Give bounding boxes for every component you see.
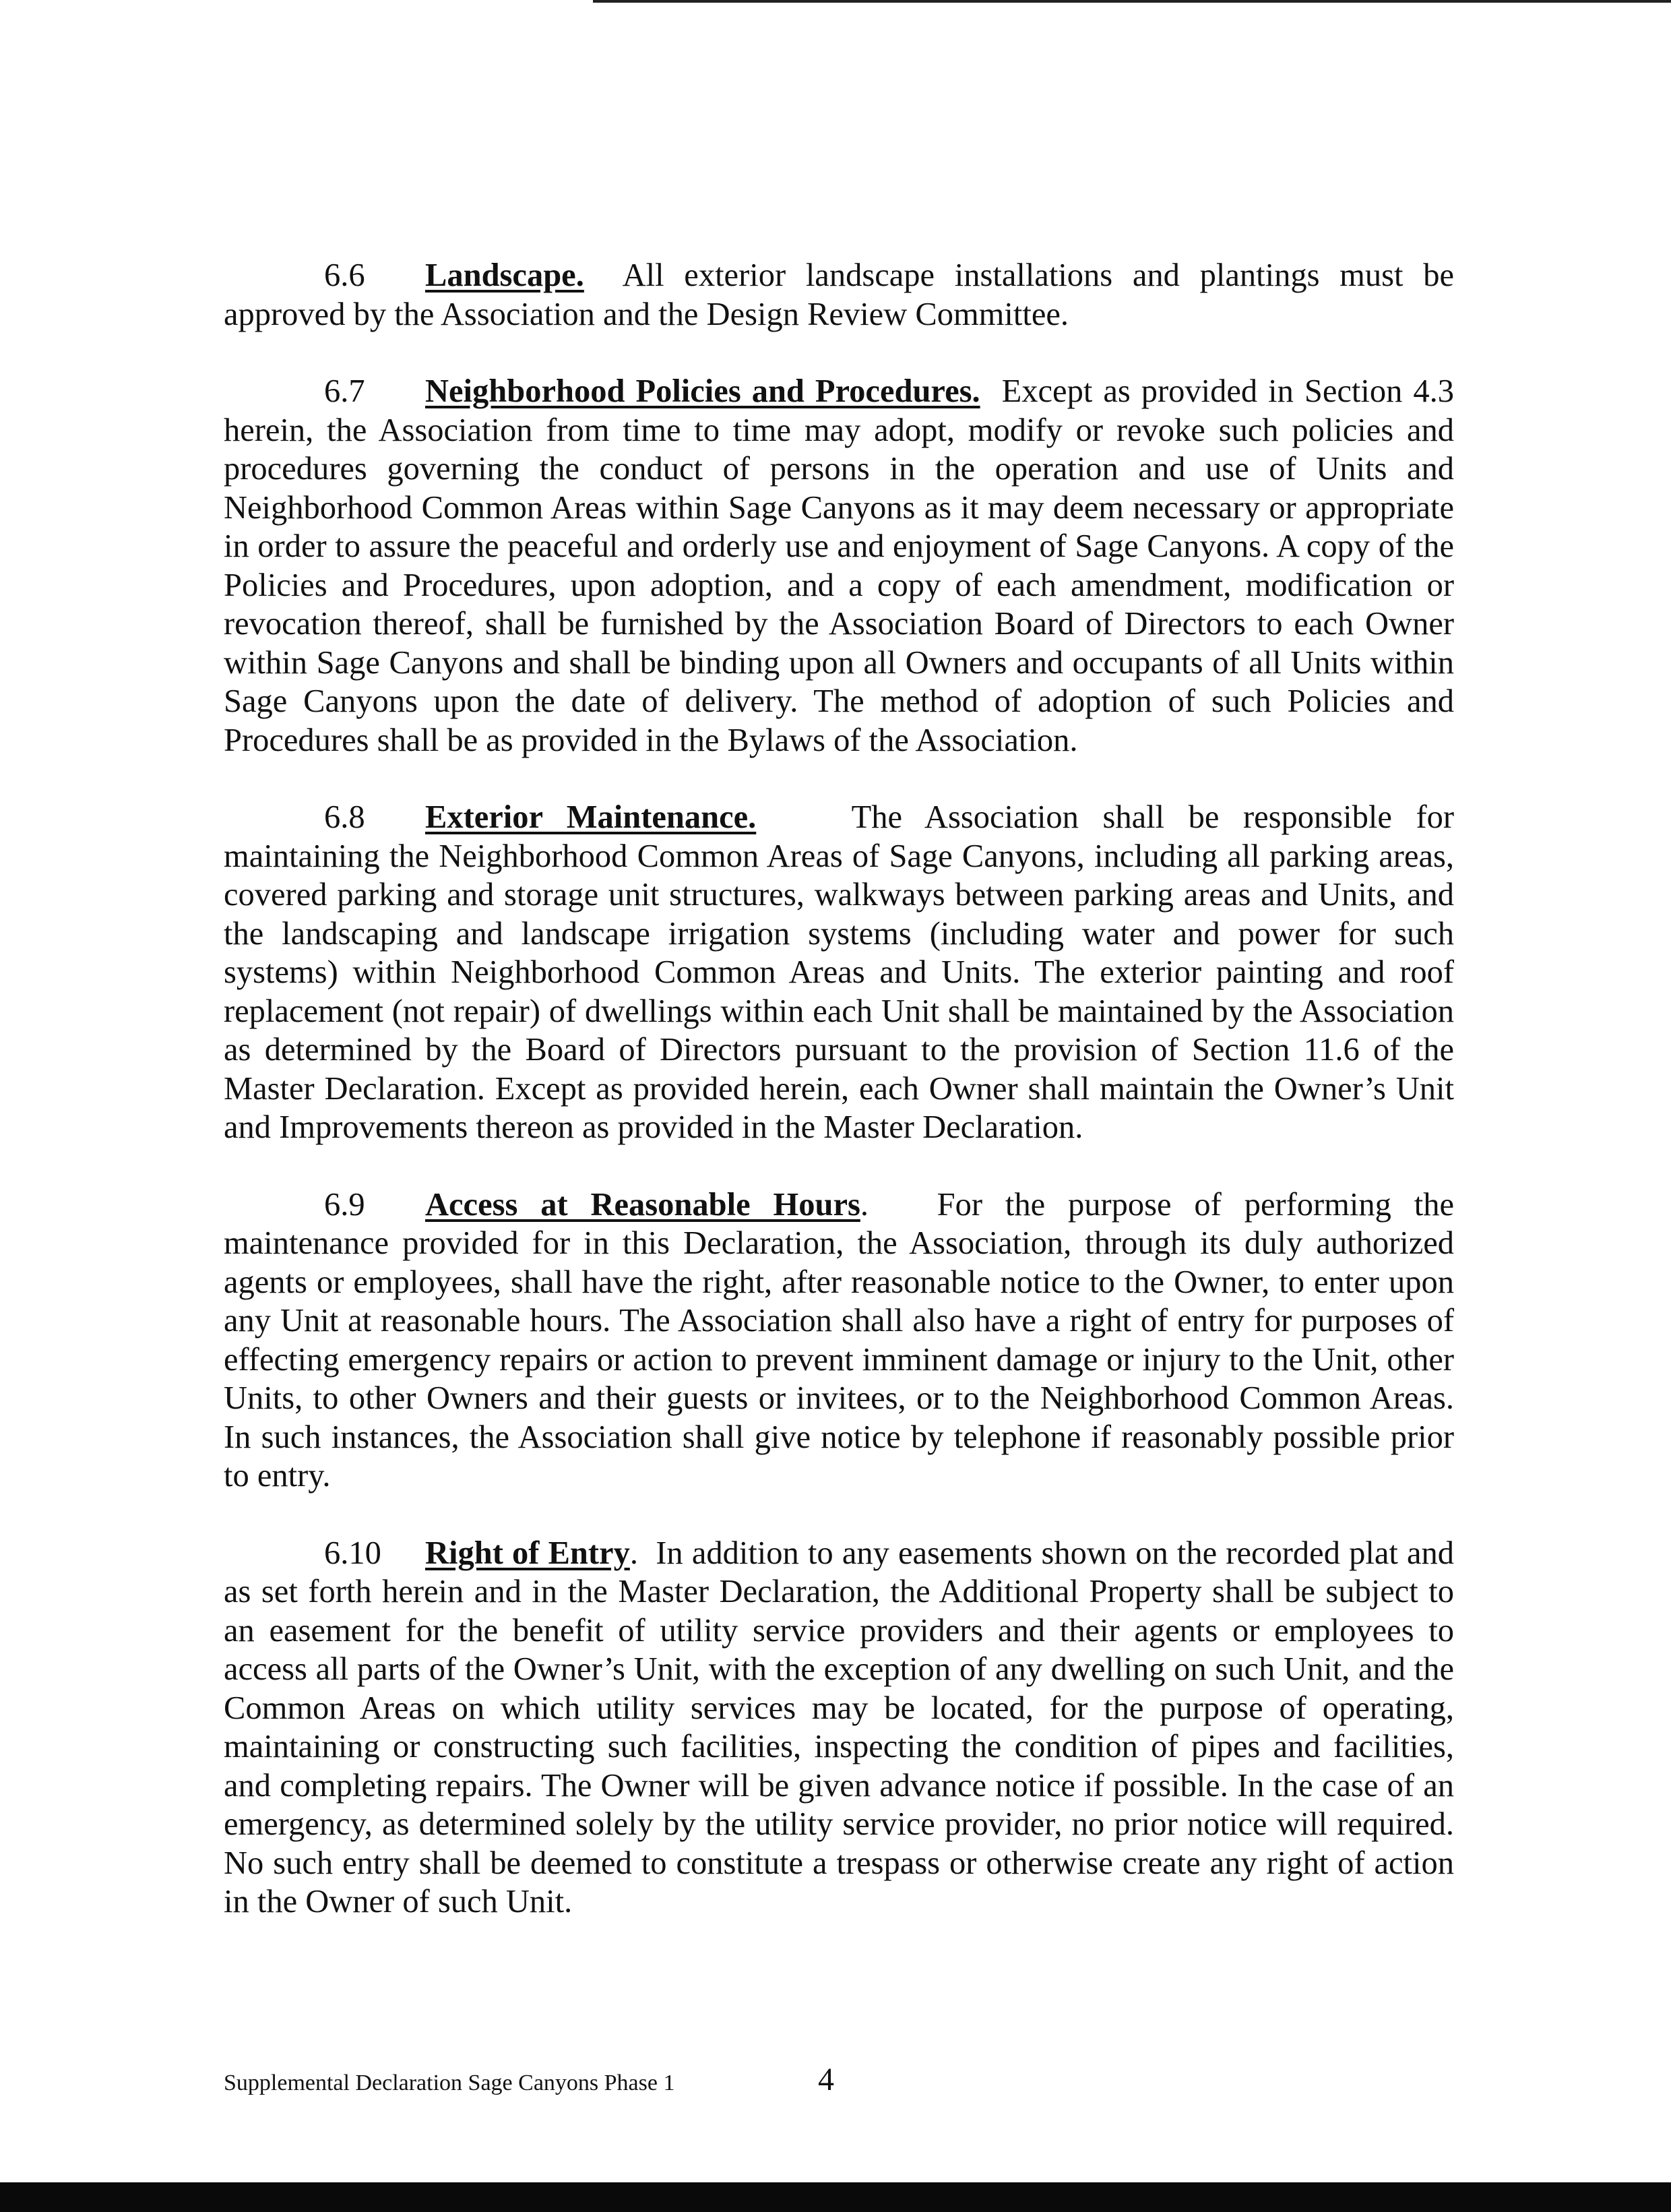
page-number: 4 (818, 2062, 834, 2097)
section-6-9 (224, 1186, 1454, 1496)
section-body: Except as provided in Section 4.3 herein, the Association from time to time may adopt, modify or revoke such policies and procedures governing the conduct of persons in the operation and use of Units and Neighborhood Common Areas within Sage Canyons as it may deem necessary or appropriate in order to assure the peaceful and orderly use and enjoyment of Sage Canyons. A copy of the Policies and Procedures, upon adoption, and a copy of each amendment, modification or revocation thereof, shall be furnished by the Association Board of Directors to each Owner within Sage Canyons and shall be binding upon all Owners and occupants of all Units within Sage Canyons upon the date of delivery. The method of adoption of such Policies and Procedures shall be as provided in the Bylaws of the Association. (224, 373, 1455, 758)
section-heading: Access at Reasonable Hours (425, 1186, 860, 1223)
section-body: For the purpose of performing the maintenance provided for in this Declaration, the Association, through its duly authorized agents or employees, shall have the right, after reasonable notice to the Owner, to enter upon any Unit at reasonable hours. The Association shall also have a right of entry for purposes of effecting emergency repairs or action to prevent imminent damage or injury to the Unit, other Units, to other Owners and their guests or invitees, or to the Neighborhood Common Areas. In such instances, the Association shall give notice by telephone if reasonably possible prior to entry. (224, 1186, 1454, 1494)
section-body: In addition to any easements shown on the recorded plat and as set forth herein and in the Master Declaration, the Additional Property shall be subject to an easement for the benefit of utility service providers and their agents or employees to access all parts of the Owner’s Unit, with the exception of any dwelling on such Unit, and the Common Areas on which utility services may be located, for the purpose of operating, maintaining or constructing such facilities, inspecting the condition of pipes and facilities, and completing repairs. The Owner will be given advance notice if possible. In the case of an emergency, as determined solely by the utility service provider, no prior notice will required. No such entry shall be deemed to constitute a trespass or otherwise create any right of action in the Owner of such Unit. (224, 1535, 1455, 1919)
section-body: The Association shall be responsible for maintaining the Neighborhood Common Areas of Sage Canyons, including all parking areas, covered parking and storage unit structures, walkways between parking areas and Units, and the landscaping and landscape irrigation systems (including water and power for such systems) within Neighborhood Common Areas and Units. The exterior painting and roof replacement (not repair) of dwellings within each Unit shall be maintained by the Association as determined by the Board of Directors pursuant to the provision of Section 11.6 of the Master Declaration. Except as provided herein, each Owner shall maintain the Owner’s Unit and Improvements thereon as provided in the Master Declaration. (224, 799, 1454, 1145)
section-heading-period: . (629, 1535, 638, 1571)
section-6-10 (224, 1534, 1454, 1922)
footer-document-title: Supplemental Declaration Sage Canyons Phase 1 (224, 2070, 675, 2095)
section-heading: Right of Entry (425, 1535, 630, 1571)
section-6-6 (224, 256, 1454, 334)
section-number: 6.7 (324, 373, 365, 409)
section-heading: Landscape. (425, 257, 584, 293)
section-heading: Neighborhood Policies and Procedures. (425, 373, 980, 409)
scan-top-rule (593, 0, 1671, 3)
section-number: 6.8 (324, 799, 365, 835)
section-6-7 (224, 372, 1454, 760)
scan-bottom-band (0, 2182, 1671, 2212)
section-number: 6.10 (324, 1535, 381, 1571)
section-number: 6.6 (324, 257, 365, 293)
section-heading: Exterior Maintenance. (425, 799, 757, 835)
section-heading-period: . (860, 1186, 869, 1223)
document-body (224, 256, 1454, 1960)
section-6-8 (224, 798, 1454, 1147)
section-body: All exterior landscape installations and plantings must be approved by the Association and the Design Review Committee. (224, 257, 1455, 332)
section-number: 6.9 (324, 1186, 365, 1223)
page-footer (224, 2061, 1167, 2101)
